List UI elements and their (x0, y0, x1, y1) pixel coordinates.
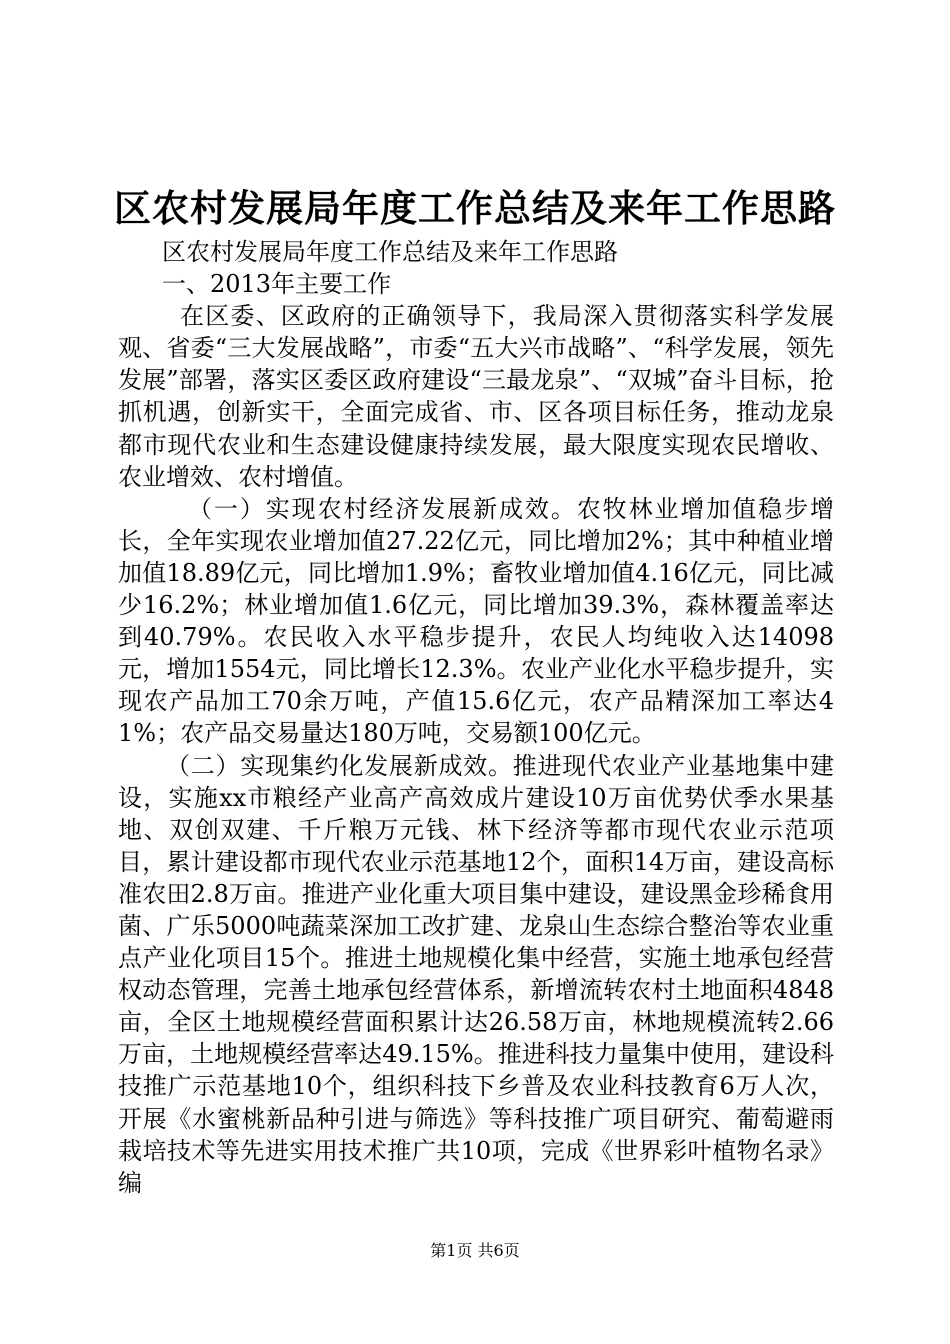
document-title: 区农村发展局年度工作总结及来年工作思路 (114, 186, 836, 230)
section-heading: 一、2013年主要工作 (162, 270, 392, 299)
document-body (118, 236, 834, 1199)
page-number-footer: 第1页 共6页 (430, 1241, 520, 1260)
paragraph-economic-results: （一）实现农村经济发展新成效。农牧林业增加值稳步增长，全年实现农业增加值27.22亿元，同比增加2%；其中种植业增加值18.89亿元，同比增加1.9%；畜牧业增加值4.16亿元，同比减少16.2%；林业增加值1.6亿元，同比增加39.3%，森林覆盖率达到40.79%。农民收入水平稳步提升，农民人均纯收入达14098元，增加1554元，同比增长12.3%。农业产业化水平稳步提升，实现农产品加工70余万吨，产值15.6亿元，农产品精深加工率达41%；农产品交易量达180万吨，交易额100亿元。 (118, 494, 834, 748)
document-subtitle: 区农村发展局年度工作总结及来年工作思路 (162, 238, 618, 266)
paragraph-intensive-development: （二）实现集约化发展新成效。推进现代农业产业基地集中建设，实施xx市粮经产业高产高效成片建设10万亩优势伏季水果基地、双创双建、千斤粮万元钱、林下经济等都市现代农业示范项目，累计建设都市现代农业示范基地12个，面积14万亩，建设高标准农田2.8万亩。推进产业化重大项目集中建设，建设黑金珍稀食用菌、广乐5000吨蔬菜深加工改扩建、龙泉山生态综合整治等农业重点产业化项目15个。推进土地规模化集中经营，实施土地承包经营权动态管理，完善土地承包经营体系，新增流转农村土地面积4848亩，全区土地规模经营面积累计达26.58万亩，林地规模流转2.66万亩，土地规模经营率达49.15%。推进科技力量集中使用，建设科技推广示范基地10个，组织科技下乡普及农业科技教育6万人次，开展《水蜜桃新品种引进与筛选》等科技推广项目研究、葡萄避雨栽培技术等先进实用技术推广共10项，完成《世界彩叶植物名录》编 (118, 751, 834, 1197)
paragraph-intro: 在区委、区政府的正确领导下，我局深入贯彻落实科学发展观、省委“三大发展战略”，市委“五大兴市战略”、“科学发展，领先发展”部署，落实区委区政府建设“三最龙泉”、“双城”奋斗目标，抢抓机遇，创新实干，全面完成省、市、区各项目标任务，推动龙泉都市现代农业和生态建设健康持续发展，最大限度实现农民增收、农业增效、农村增值。 (118, 302, 834, 491)
